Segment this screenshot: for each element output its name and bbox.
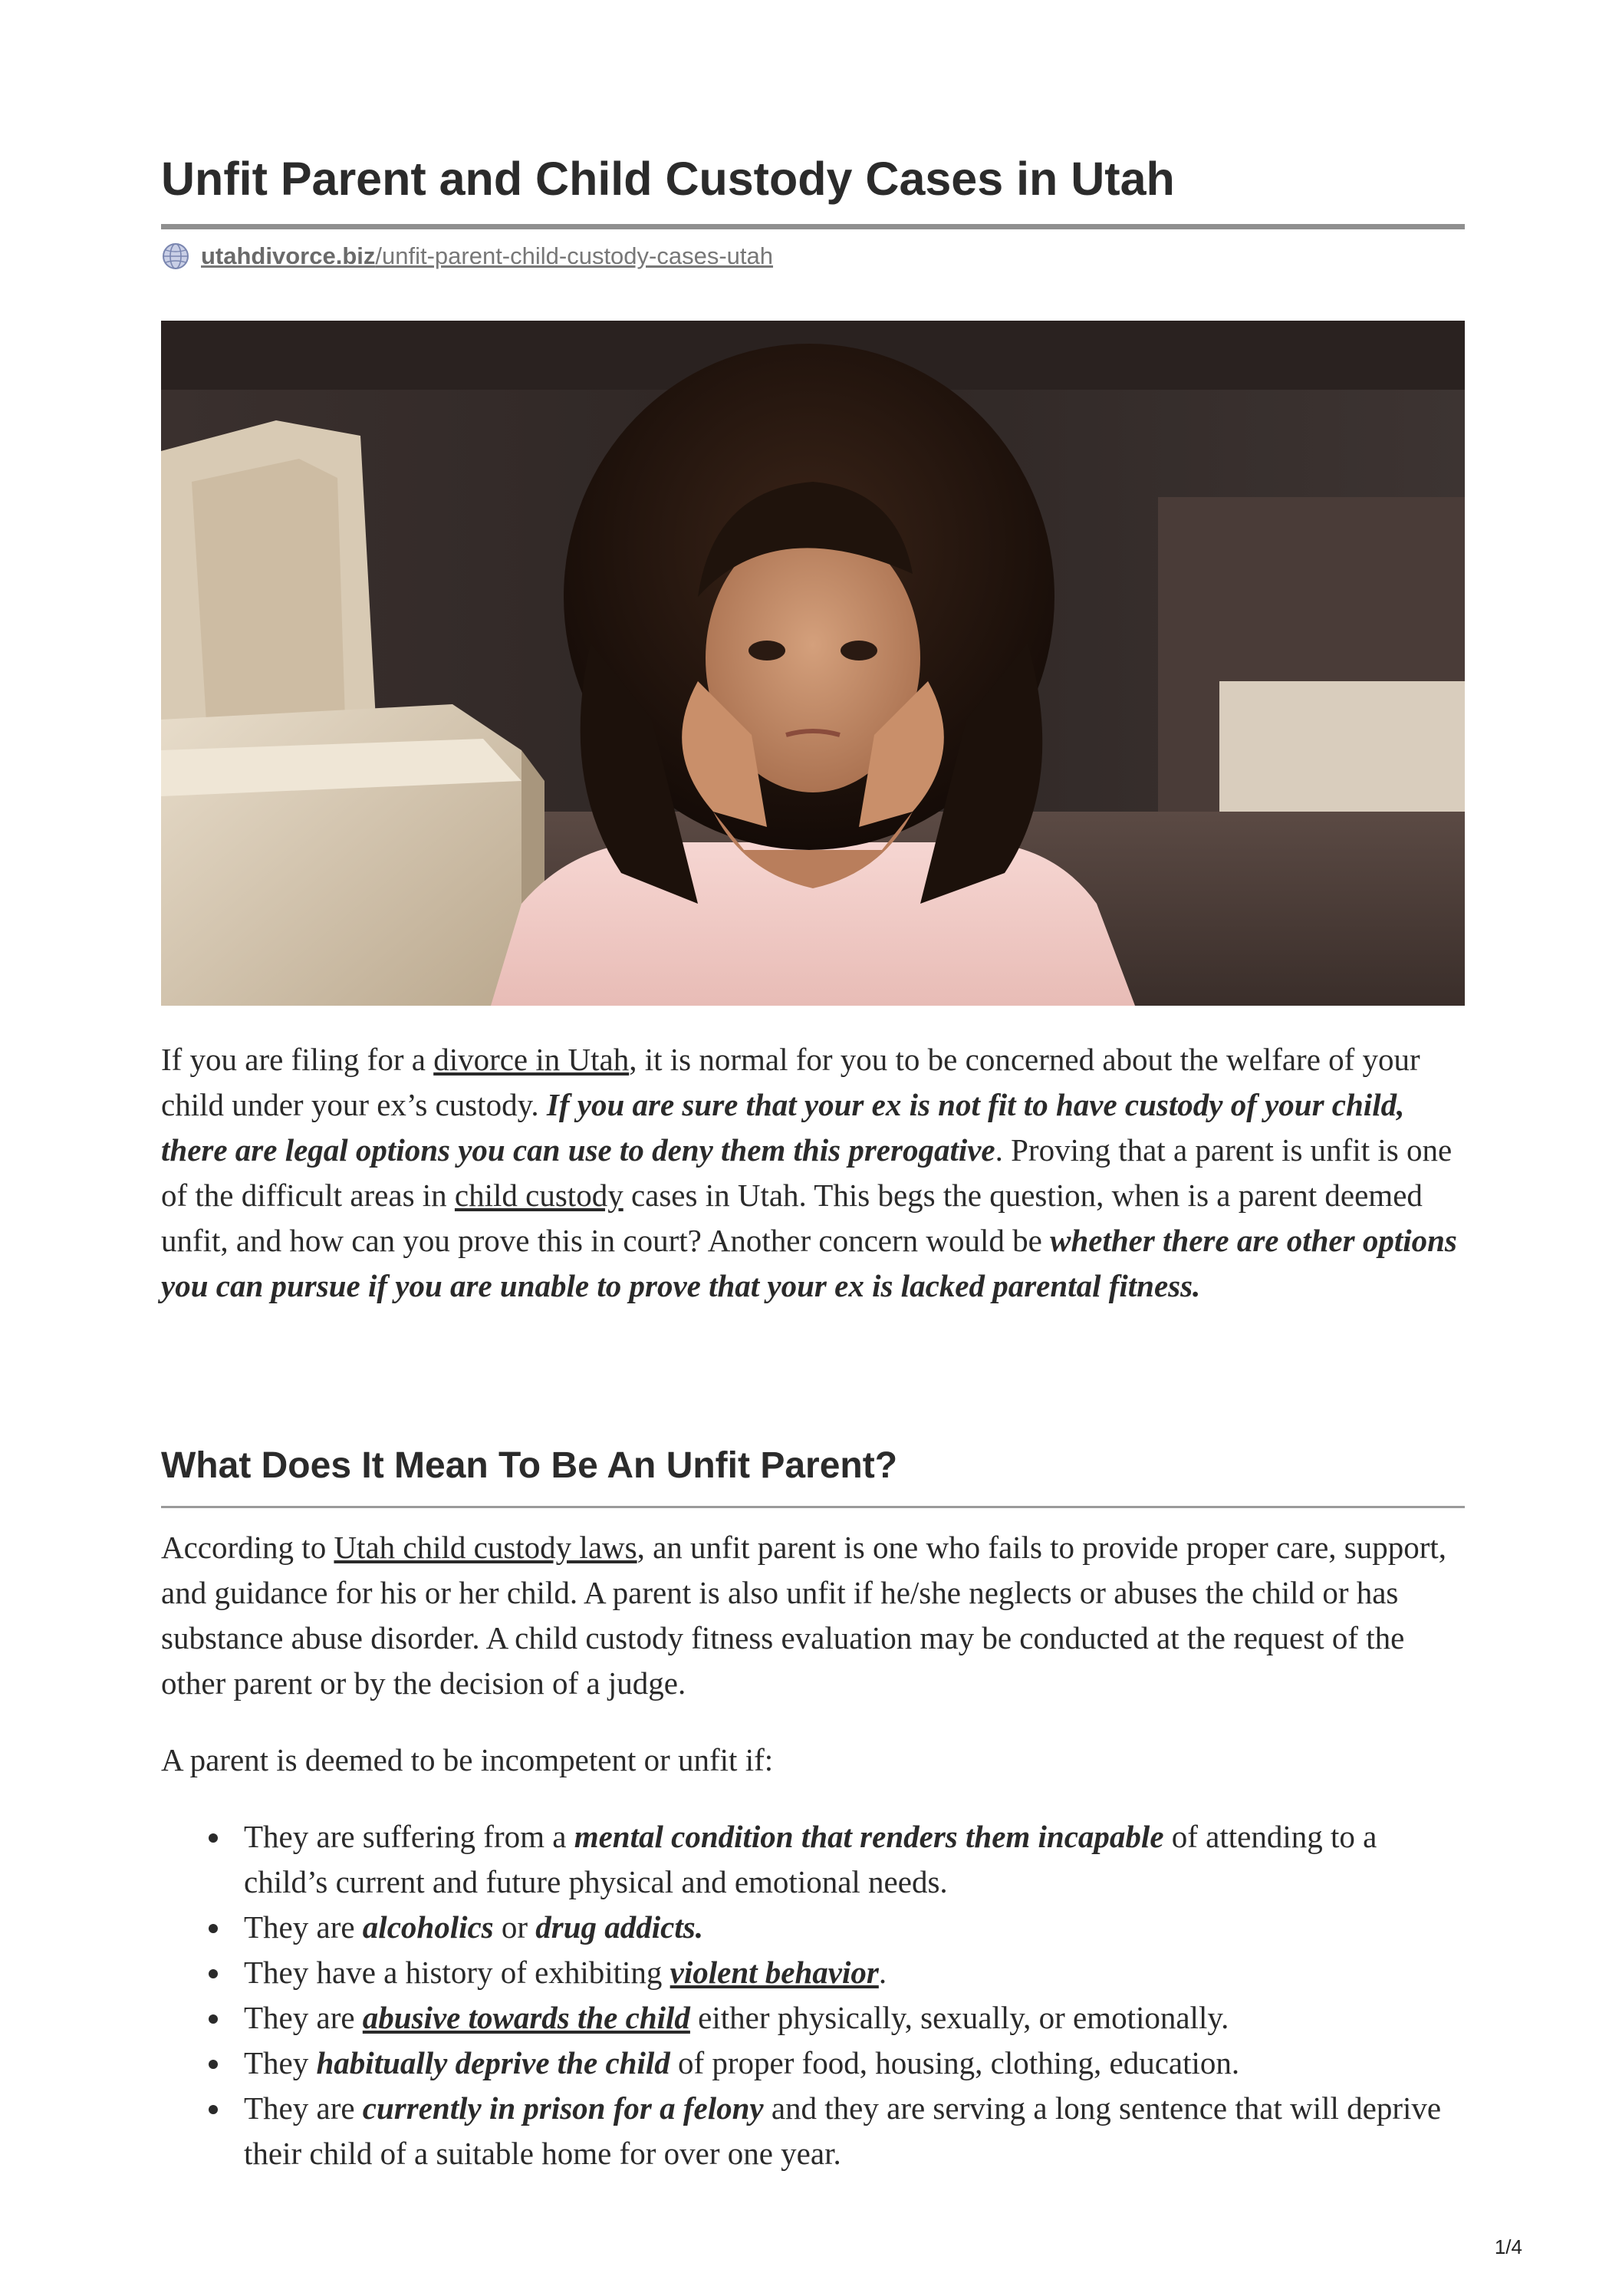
list-item: They are suffering from a mental condition that renders them incapable of attending to a child’s current and future physical and emotional needs. [161, 1814, 1465, 1905]
violent-behavior-link[interactable]: violent behavior [670, 1955, 879, 1990]
utah-child-custody-laws-link[interactable]: Utah child custody laws [334, 1530, 637, 1565]
list-item: They have a history of exhibiting violent behavior. [161, 1950, 1465, 1995]
page-title: Unfit Parent and Child Custody Cases in Utah [161, 153, 1175, 205]
source-link[interactable]: utahdivorce.biz/unfit-parent-child-custody-cases-utah [201, 242, 774, 269]
list-item: They are currently in prison for a felony and they are serving a long sentence that will deprive their child of a suitable home for over one year. [161, 2086, 1465, 2176]
section-divider [161, 1506, 1465, 1508]
hero-image [161, 321, 1465, 1006]
source-url [161, 240, 773, 272]
page-number: 1/4 [1494, 2235, 1522, 2258]
list-item: They habitually deprive the child of proper food, housing, clothing, education. [161, 2041, 1465, 2086]
globe-icon [161, 242, 190, 271]
section-heading: What Does It Mean To Be An Unfit Parent? [161, 1445, 898, 1486]
list-item: They are alcoholics or drug addicts. [161, 1905, 1465, 1950]
intro-paragraph: If you are filing for a divorce in Utah, it is normal for you to be concerned about the welfare of your child under your ex’s custody. If you are sure that your ex is not fit to have custody of your child, there are legal options you can use to deny them this prerogative. Proving that a parent is unfit is one of the difficult areas in child custody cases in Utah. This begs the question, when is a parent deemed unfit, and how can you prove this in court? Another concern would be whether there are other options you can pursue if you are unable to prove that your ex is lacked parental fitness. [161, 1042, 1457, 1303]
list-intro: A parent is deemed to be incompetent or unfit if: [161, 1742, 774, 1777]
emphasis-text: If you are sure that your ex is not fit to have custody of your child, there are legal options you can use to deny them this prerogative [161, 1087, 1405, 1168]
emphasis-text: whether there are other options you can pursue if you are unable to prove that your ex is lacked parental fitness. [161, 1223, 1457, 1303]
child-custody-link[interactable]: child custody [454, 1178, 623, 1213]
abusive-towards-the-child-link[interactable]: abusive towards the child [362, 2000, 690, 2035]
unfit-criteria-list [161, 1814, 1465, 2176]
title-divider [161, 224, 1465, 229]
list-item: They are abusive towards the child either physically, sexually, or emotionally. [161, 1995, 1465, 2041]
definition-paragraph: According to Utah child custody laws, an unfit parent is one who fails to provide proper care, support, and guidance for his or her child. A parent is also unfit if he/she neglects or abuses the child or has substance abuse disorder. A child custody fitness evaluation may be conducted at the request of the other parent or by the decision of a judge. [161, 1530, 1447, 1701]
divorce-in-utah-link[interactable]: divorce in Utah [433, 1042, 630, 1077]
